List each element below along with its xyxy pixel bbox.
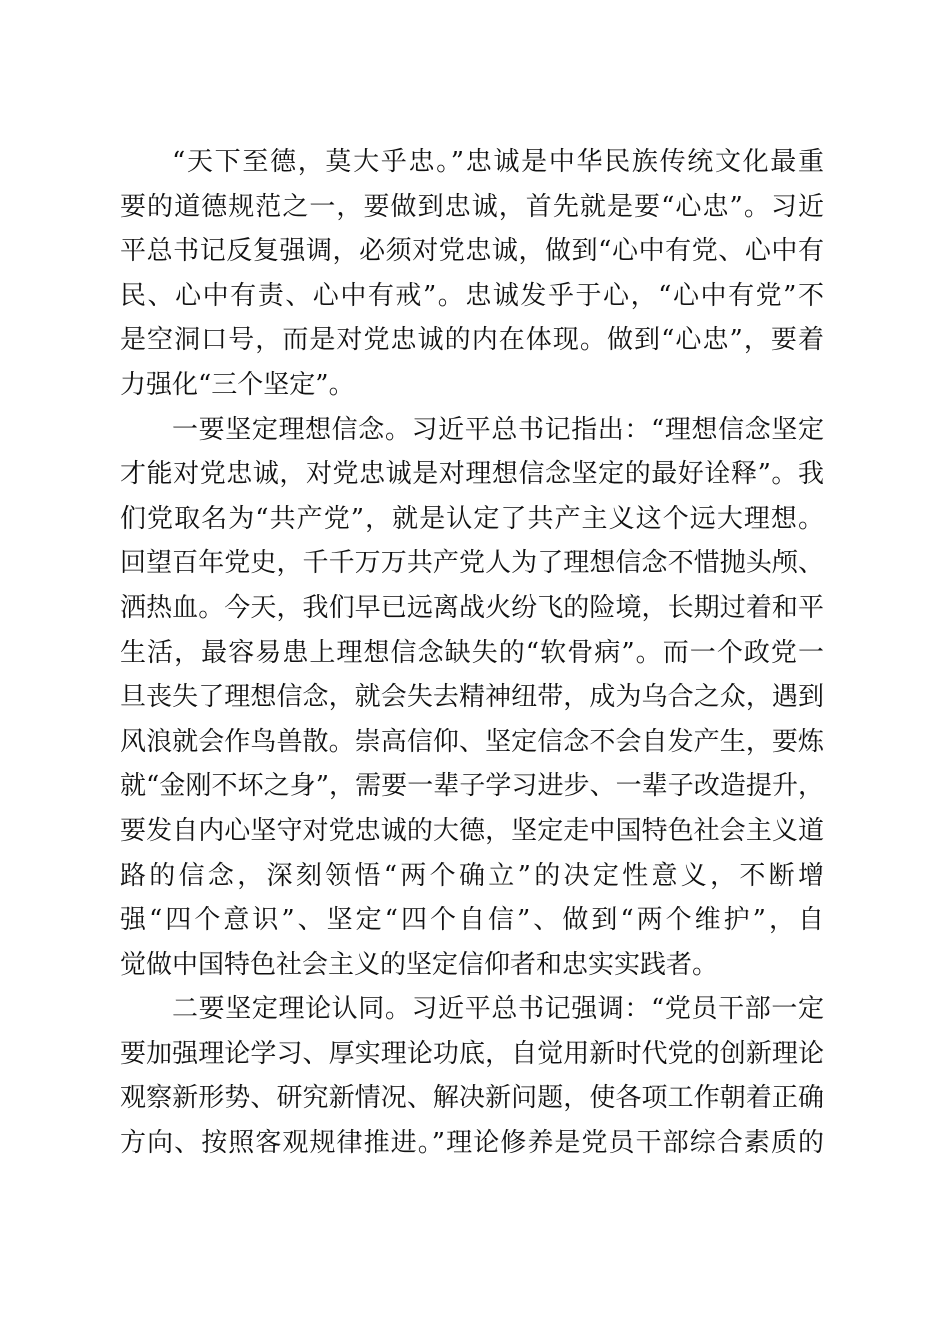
text-line: 平总书记反复强调，必须对党忠诚，做到“心中有党、心中有 bbox=[120, 236, 824, 267]
text-line: 洒热血。今天，我们早已远离战火纷飞的险境，长期过着和平 bbox=[120, 592, 824, 623]
text-line: 要的道德规范之一，要做到忠诚，首先就是要“心忠”。习近 bbox=[120, 191, 824, 222]
text-line: 是空洞口号，而是对党忠诚的内在体现。做到“心忠”，要着 bbox=[120, 325, 824, 356]
text-line: 民、心中有责、心中有戒”。忠诚发乎于心，“心中有党”不 bbox=[120, 280, 824, 311]
text-line: 才能对党忠诚，对党忠诚是对理想信念坚定的最好诠释”。我 bbox=[120, 459, 824, 490]
text-line: 就“金刚不坏之身”，需要一辈子学习进步、一辈子改造提升， bbox=[120, 771, 824, 802]
text-line: 生活，最容易患上理想信念缺失的“软骨病”。而一个政党一 bbox=[120, 637, 824, 668]
text-line: “天下至德，莫大乎忠。”忠诚是中华民族传统文化最重 bbox=[172, 147, 824, 177]
text-line: 要发自内心坚守对党忠诚的大德，坚定走中国特色社会主义道 bbox=[120, 815, 824, 846]
text-line: 力强化“三个坚定”。 bbox=[120, 369, 355, 400]
text-line: 回望百年党史，千千万万共产党人为了理想信念不惜抛头颅、 bbox=[120, 548, 824, 579]
paragraph-1 bbox=[120, 140, 824, 408]
text-line: 观察新形势、研究新情况、解决新问题，使各项工作朝着正确 bbox=[120, 1083, 824, 1114]
text-line: 强“四个意识”、坚定“四个自信”、做到“两个维护”，自 bbox=[120, 905, 824, 936]
text-line: 要加强理论学习、厚实理论功底，自觉用新时代党的创新理论 bbox=[120, 1038, 824, 1069]
body-text bbox=[120, 140, 824, 1166]
text-line: 路的信念，深刻领悟“两个确立”的决定性意义，不断增 bbox=[120, 860, 824, 891]
paragraph-3 bbox=[120, 987, 824, 1165]
text-line: 们党取名为“共产党”，就是认定了共产主义这个远大理想。 bbox=[120, 503, 824, 534]
text-line: 觉做中国特色社会主义的坚定信仰者和忠实实践者。 bbox=[120, 949, 719, 980]
text-line: 方向、按照客观规律推进。”理论修养是党员干部综合素质的 bbox=[120, 1128, 824, 1159]
text-line: 风浪就会作鸟兽散。崇高信仰、坚定信念不会自发产生，要炼 bbox=[120, 726, 824, 757]
paragraph-2 bbox=[120, 408, 824, 988]
text-line: 旦丧失了理想信念，就会失去精神纽带，成为乌合之众，遇到 bbox=[120, 682, 824, 713]
text-line: 一要坚定理想信念。习近平总书记指出：“理想信念坚定 bbox=[172, 414, 824, 445]
text-line: 二要坚定理论认同。习近平总书记强调：“党员干部一定 bbox=[172, 994, 824, 1025]
